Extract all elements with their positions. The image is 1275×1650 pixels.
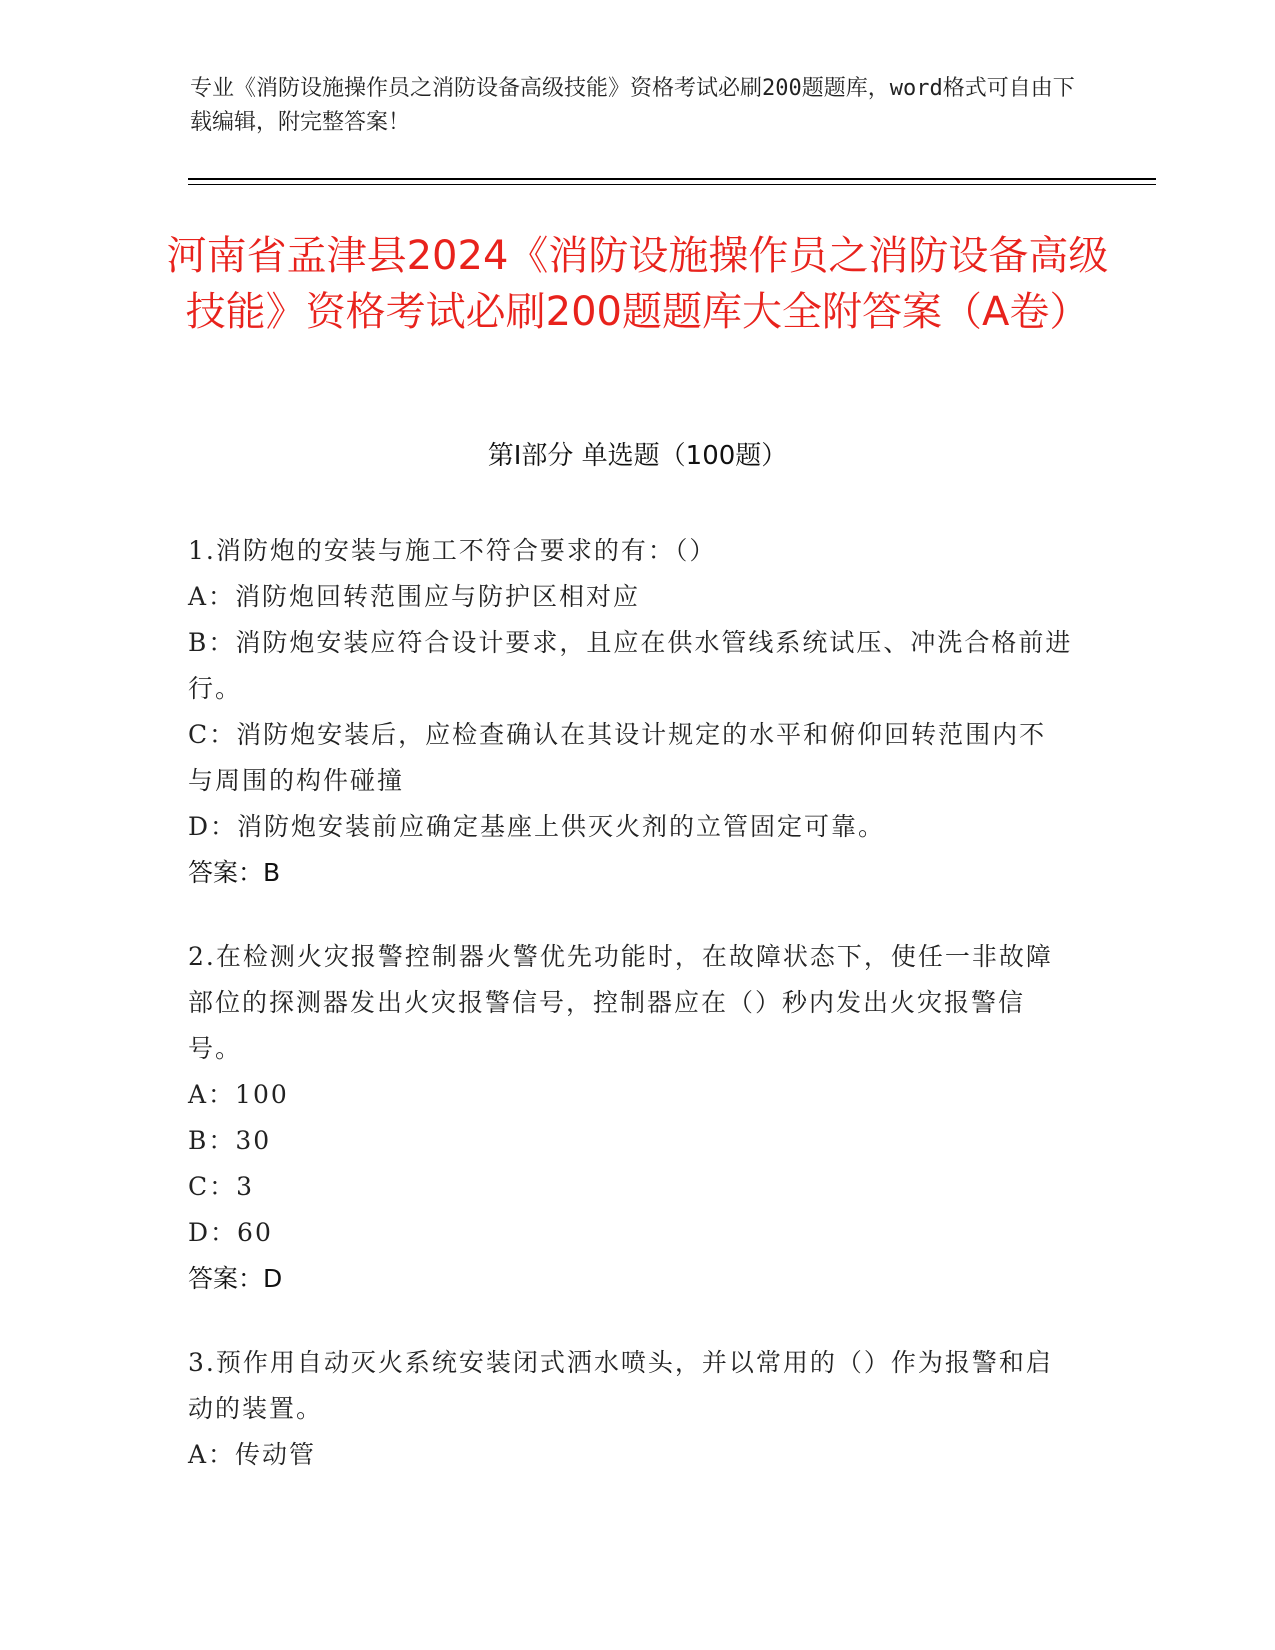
header-note: 专业《消防设施操作员之消防设备高级技能》资格考试必刷200题题库，word格式可自由下载编辑，附完整答案！ bbox=[190, 76, 1075, 135]
question-list bbox=[188, 528, 1073, 1516]
option-d: D：消防炮安装前应确定基座上供灭火剂的立管固定可靠。 bbox=[188, 812, 886, 841]
option-a: A：100 bbox=[188, 1080, 289, 1109]
question-stem: 2.在检测火灾报警控制器火警优先功能时，在故障状态下，使任一非故障部位的探测器发出火灾报警信号，控制器应在（）秒内发出火灾报警信号。 bbox=[188, 942, 1053, 1063]
answer-line: 答案：D bbox=[188, 1264, 283, 1293]
option-b: B：30 bbox=[188, 1126, 272, 1155]
option-c: C：3 bbox=[188, 1172, 255, 1201]
answer-line: 答案：B bbox=[188, 858, 281, 887]
header-divider-thin bbox=[188, 184, 1156, 185]
option-d: D：60 bbox=[188, 1218, 273, 1247]
question-stem: 3.预作用自动灭火系统安装闭式洒水喷头，并以常用的（）作为报警和启动的装置。 bbox=[188, 1348, 1053, 1423]
question-stem: 1.消防炮的安装与施工不符合要求的有：（） bbox=[188, 536, 717, 565]
option-a: A：消防炮回转范围应与防护区相对应 bbox=[188, 582, 641, 611]
option-b: B：消防炮安装应符合设计要求，且应在供水管线系统试压、冲洗合格前进行。 bbox=[188, 628, 1073, 703]
question-3 bbox=[188, 1340, 1073, 1478]
option-c: C：消防炮安装后，应检查确认在其设计规定的水平和俯仰回转范围内不与周围的构件碰撞 bbox=[188, 720, 1047, 795]
option-a: A：传动管 bbox=[188, 1440, 317, 1469]
header-divider-thick bbox=[188, 178, 1156, 180]
question-2 bbox=[188, 934, 1073, 1302]
document-title: 河南省孟津县2024《消防设施操作员之消防设备高级技能》资格考试必刷200题题库大全附答案（A卷） bbox=[166, 233, 1109, 335]
question-1 bbox=[188, 528, 1073, 896]
section-heading: 第Ⅰ部分 单选题（100题） bbox=[487, 441, 788, 471]
